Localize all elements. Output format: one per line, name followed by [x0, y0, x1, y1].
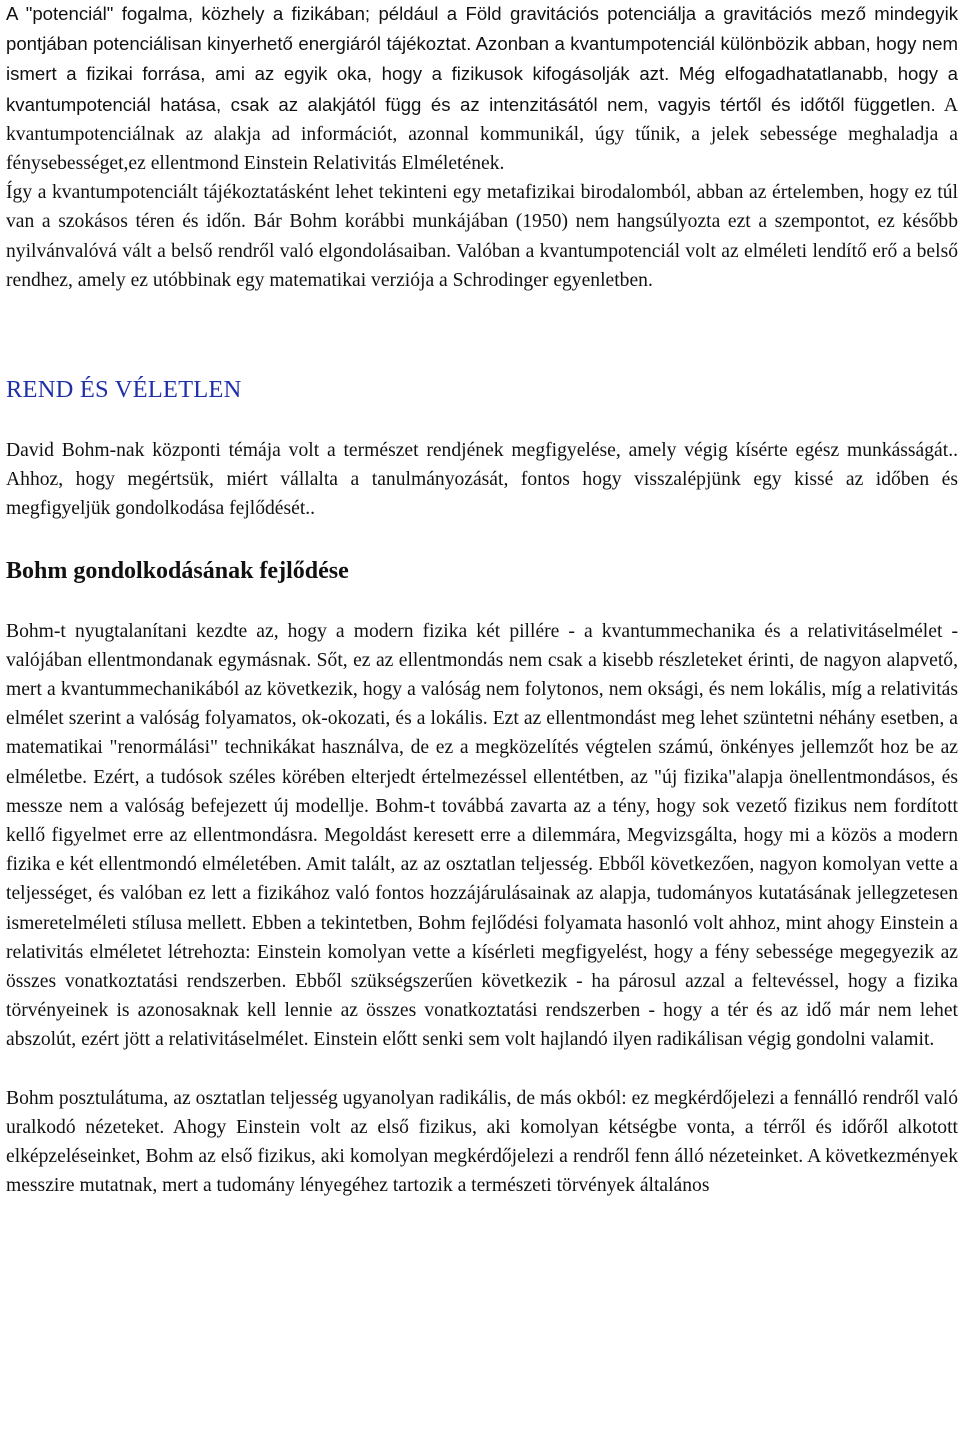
paragraph-bohm-contradiction: Bohm-t nyugtalanítani kezdte az, hogy a modern fizika két pillére - a kvantummechanika és a relativitáselmélet - valójában ellentmondanak egymásnak. Sőt, ez az ellentmondás nem csak a kisebb részleteket érinti, de nagyon alapvető, mert a kvantummechanikából az következik, hogy a valóság nem folytonos, nem oksági, és nem lokális, míg a relativitás elmélet szerint a valóság folyamatos, ok-okozati, és a lokális. Ezt az ellentmondást meg lehet szüntetni néhány esetben, a matematikai "renormálási" technikákat használva, de ez a megközelítés végtelen számú, önkényes jellemzőt hoz be az elméletbe. Ezért, a tudósok széles körében elterjedt értelmezéssel ellentétben, az "új fizika"alapja önellentmondásos, és messze nem a valóság befejezett új modellje. Bohm-t továbbá zavarta az a tény, hogy sok vezető fizikus nem fordított kellő figyelmet erre az ellentmondásra. Megoldást keresett erre a dilemmára, Megvizsgálta, hogy mi a közös a modern fizika e két ellentmondó elméletében. Amit talált, az az osztatlan teljesség. Ebből következően, nagyon komolyan vette a teljességet, és valóban ez lett a fizikához való fontos hozzájárulásainak az alapja, tudományos kutatásának jellegzetesen ismeretelméleti stílusa mellett. Ebben a tekintetben, Bohm fejlődési folyamata hasonló volt ahhoz, mint ahogy Einstein a relativitás elméletet létrehozta: Einstein komolyan vette a kísérleti megfigyelést, hogy a fény sebessége megegyezik az összes vonatkoztatási rendszerben. Ebből szükségszerűen következik - ha párosul azzal a feltevéssel, hogy a fizika törvényeinek is azonosaknak kell lennie az összes vonatkoztatási rendszerben - hogy a tér és az idő már nem lehet abszolút, ezért jött a relativitáselmélet. Einstein előtt senki sem volt hajlandó ilyen radikálisan végig gondolni valamit. [6, 620, 958, 1051]
paragraph-potential [6, 0, 958, 178]
paragraph-potential-part-b: Még elfogadhatatlanabb, hogy a kvantumpotenciál hatása, csak az alakjától függ és az intenzitásától nem, vagyis tértől és időtől független. [6, 63, 959, 115]
heading-rend-es-veletlen: REND ÉS VÉLETLEN [6, 376, 242, 404]
paragraph-order-theme: David Bohm-nak központi témája volt a természet rendjének megfigyelése, amely végig kísérte egész munkásságát.. Ahhoz, hogy megértsük, miért vállalta a tanulmányozását, fontos hogy visszalépjünk egy kissé az időben és megfigyeljük gondolkodása fejlődését.. [6, 440, 958, 520]
paragraph-potential-part-c: A kvantumpotenciálnak az alakja ad információt, azonnal kommunikál, úgy tűnik, a jelek sebessége meghaladja a fénysebességet,ez ellentmond Einstein Relativitás Elméletének. [6, 94, 958, 175]
paragraph-metaphysical: Így a kvantumpotenciált tájékoztatásként lehet tekinteni egy metafizikai birodalomból, abban az értelemben, hogy ez túl van a szokásos téren és időn. Bár Bohm korábbi munkájában (1950) nem hangsúlyozta ezt a szempontot, ez később nyilvánvalóvá vált a belső rendről való elgondolásaiban. Valóban a kvantumpotenciál volt az elméleti lendítő erő a belső rendhez, amely ez utóbbinak egy matematikai verziója a Schrodinger egyenletben. [6, 182, 958, 291]
document-page [6, 0, 958, 1201]
heading-bohm-thinking: Bohm gondolkodásának fejlődése [6, 557, 349, 584]
paragraph-bohm-postulate: Bohm posztulátuma, az osztatlan teljesség ugyanolyan radikális, de más okból: ez megkérdőjelezi a fennálló rendről való uralkodó nézeteket. Ahogy Einstein volt az első fizikus, aki komolyan kétségbe vonta, a térről és időről alkotott elképzeléseinket, Bohm az első fizikus, aki komolyan megkérdőjelezi a rendről fenn álló nézeteinket. A következmények messzire mutatnak, mert a tudomány lényegéhez tartozik a természeti törvények általános [6, 1087, 958, 1197]
paragraph-potential-part-a: A "potenciál" fogalma, közhely a fizikában; például a Föld gravitációs potenciálja a gravitációs mező mindegyik pontjában potenciálisan kinyerhető energiáról tájékoztat. Azonban a kvantumpotenciál különbözik abban, hogy nem ismert a fizikai forrása, ami az egyik oka, hogy a fizikusok kifogásolják azt. [6, 3, 958, 85]
